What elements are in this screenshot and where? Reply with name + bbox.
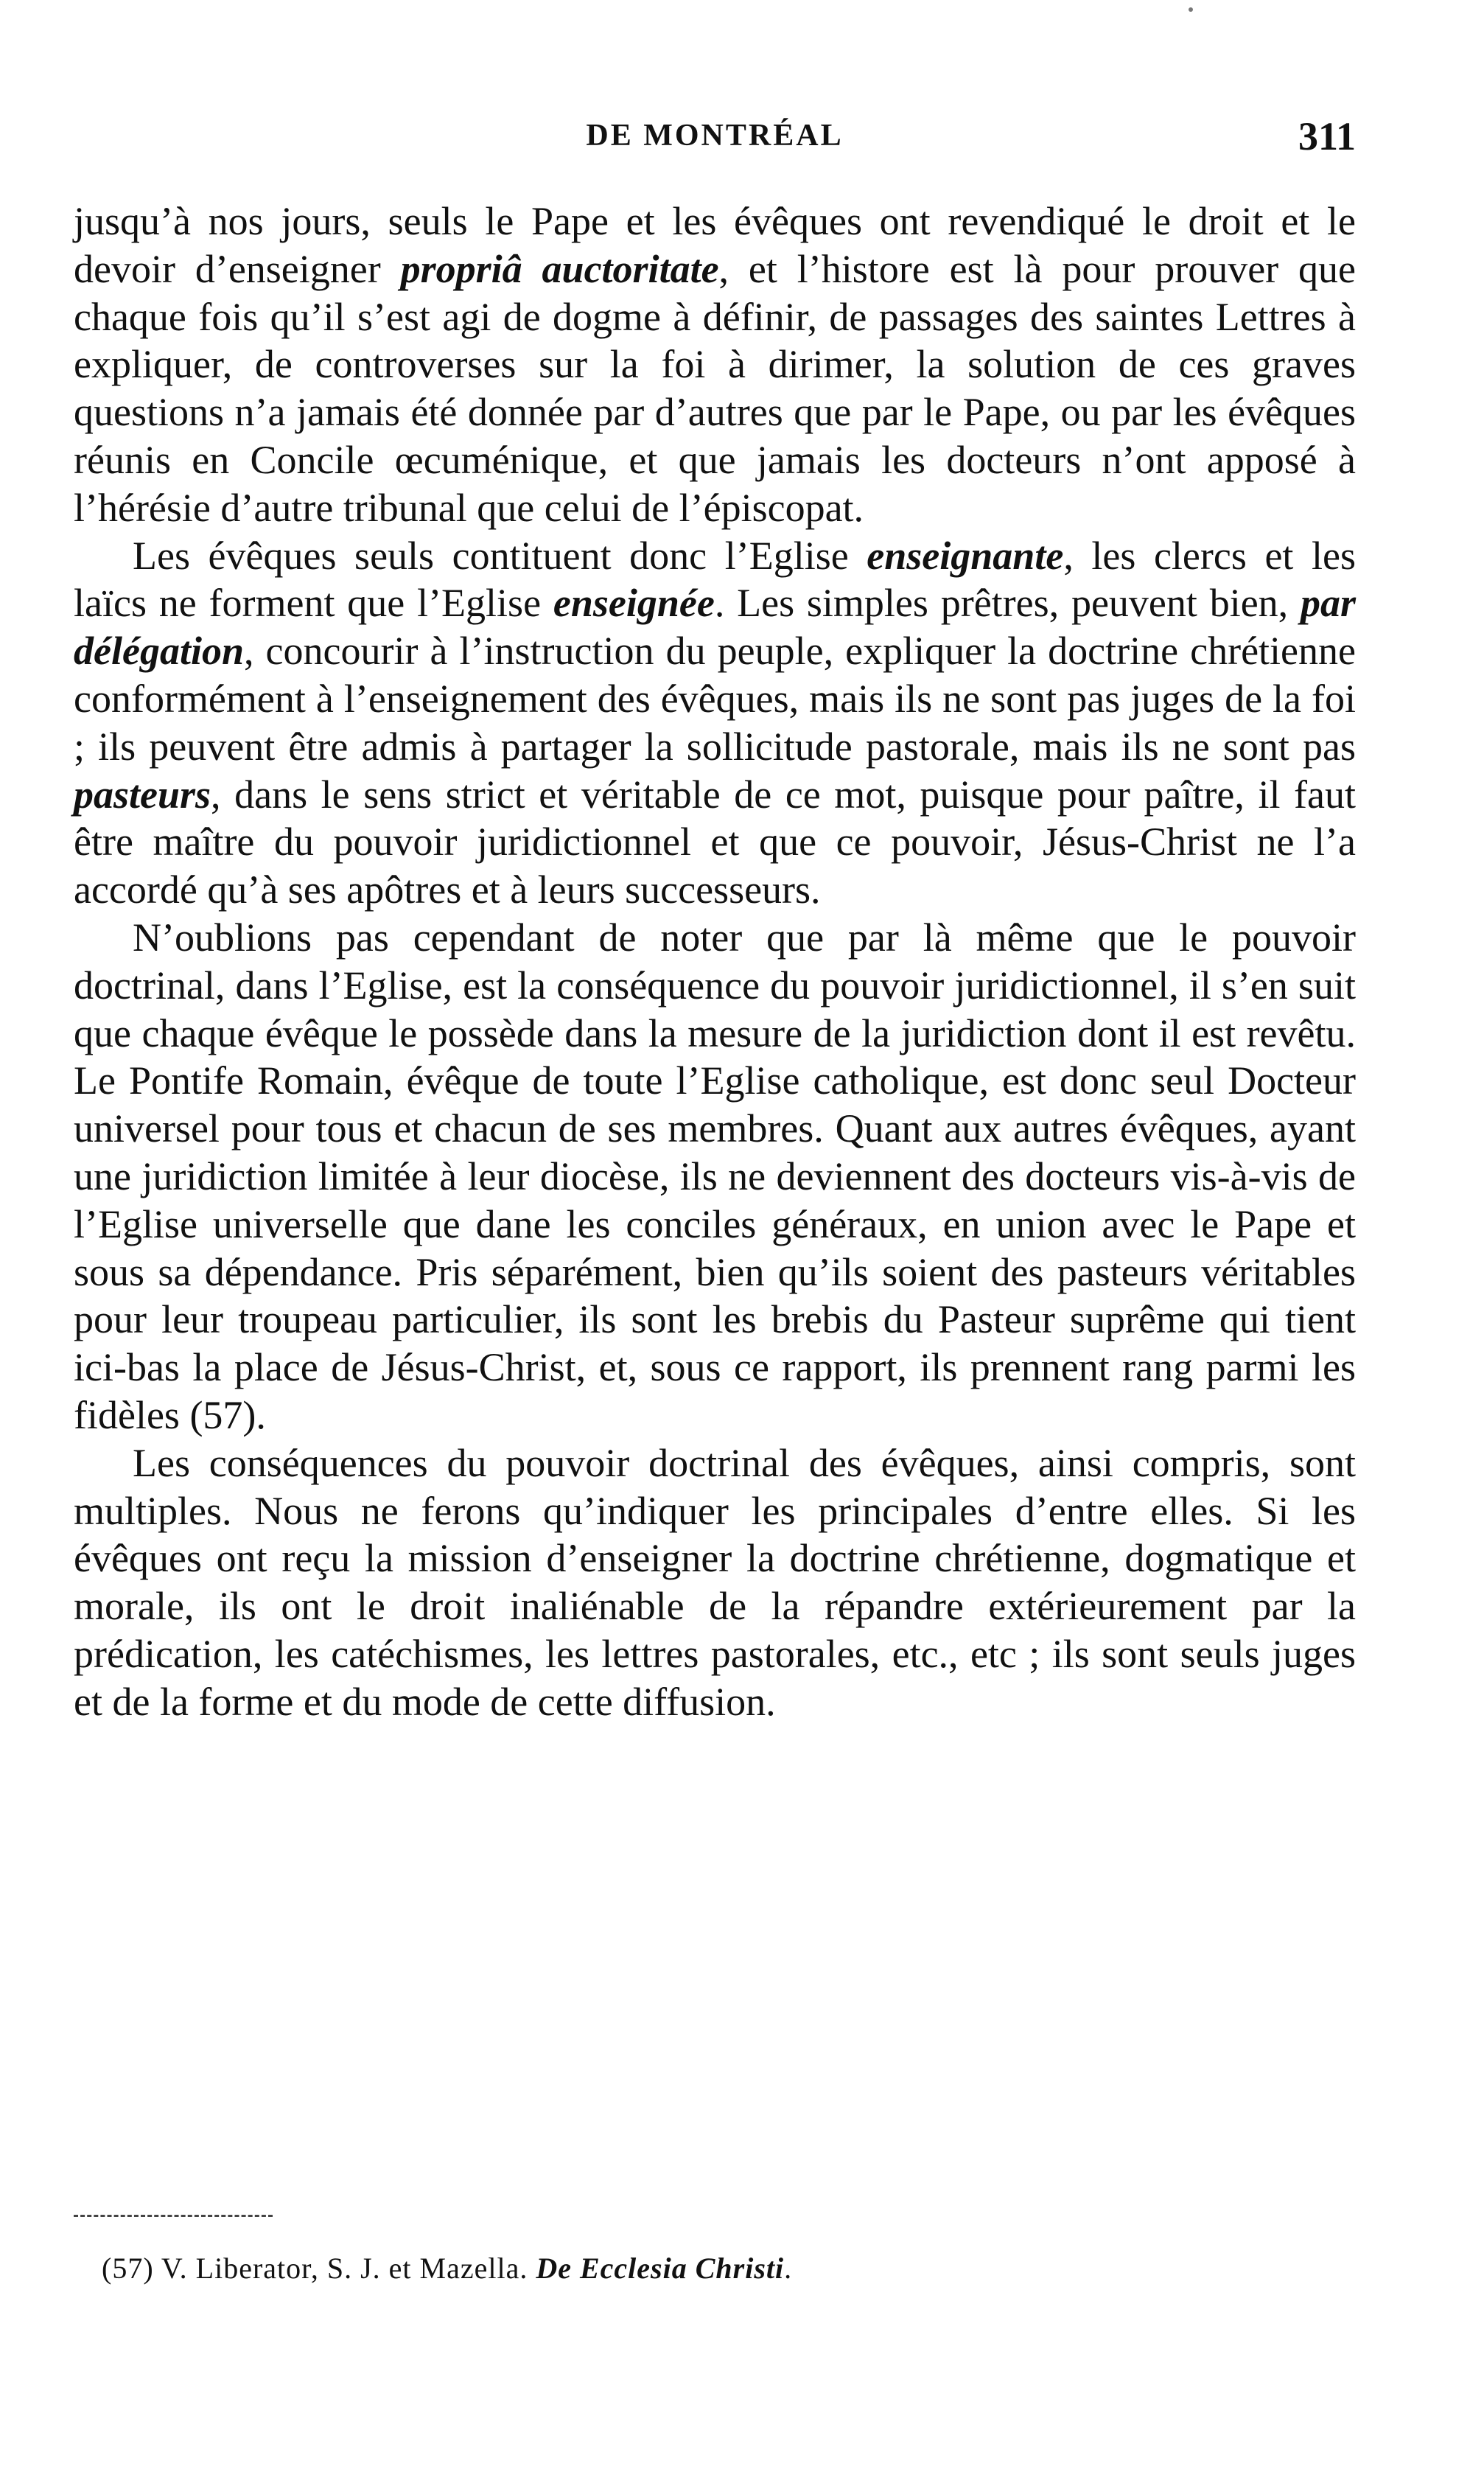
text-run: , et l’histore est là pour prouver que chaque fois qu’il s’est agi de dogme à définir, de passages des saintes Lettres à expliquer, de controverses sur la foi à dirimer, la solution de ces graves questions n’a jamais été donnée par d’autres que par le Pape, ou par les évêques réunis en Concile œcuménique, et que jamais les docteurs n’ont apposé à l’hérésie d’autre tribunal que celui de l’épiscopat. [74, 246, 1357, 530]
running-head [74, 114, 1356, 162]
footnote [102, 2248, 1354, 2289]
italic-phrase: enseignante [867, 533, 1064, 578]
text-run: , dans le sens strict et véritable de ce mot, puisque pour paître, il faut être maître du pouvoir juridictionnel et que ce pouvoir, Jésus-Christ ne l’a accordé qu’à ses apôtres et à leurs successeurs. [74, 772, 1356, 912]
italic-phrase: enseignée [553, 581, 715, 626]
text-run: . [784, 2252, 793, 2285]
text-run: N’oublions pas cependant de noter que par là même que le pouvoir doctrinal, dans l’Eglise, est la conséquence du pouvoir juridictionnel, il s’en suit que chaque évêque le possède dans la mesure de la juridiction dont il est revêtu. Le Pontife Romain, évêque de toute l’Eglise catholique, est donc seul Docteur universel pour tous et chacun de ses membres. Quant aux autres évêques, ayant une juridiction limitée à leur diocèse, ils ne deviennent des docteurs vis-à-vis de l’Eglise universelle que dane les conciles généraux, en union avec le Pape et sous sa dépendance. Pris séparément, bien qu’ils soient des pasteurs véritables pour leur troupeau particulier, ils sont les brebis du Pasteur suprême qui tient ici-bas la place de Jésus-Christ, et, sous ce rapport, ils prennent rang parmi les fidèles (57). [74, 915, 1356, 1437]
page-number: 311 [1298, 114, 1356, 158]
text-run: (57) V. Liberator, S. J. et Mazella. [102, 2252, 536, 2285]
paragraph [74, 198, 1356, 532]
text-run: , concourir à l’instruction du peuple, expliquer la doctrine chrétienne conformément à l’enseignement des évêques, mais ils ne sont pas juges de la foi ; ils peuvent être admis à partager la sollicitude pastorale, mais ils ne sont pas [74, 629, 1356, 769]
text-run: Les évêques seuls contituent donc l’Eglise [133, 533, 867, 578]
italic-phrase: pasteurs [74, 772, 211, 817]
paragraph [74, 532, 1356, 914]
paragraph [74, 1439, 1356, 1726]
italic-phrase: par délégation [74, 581, 1356, 674]
paragraph [74, 914, 1356, 1439]
italic-phrase: De Ecclesia Christi [536, 2252, 785, 2285]
text-run: , les clercs et les laïcs ne forment que l’Eglise [74, 533, 1356, 626]
text-run: jusqu’à nos jours, seuls le Pape et les évêques ont revendiqué le droit et le devoir d’enseigner [74, 199, 1356, 291]
italic-phrase: propriâ auctoritate [400, 246, 719, 291]
print-speck [1189, 7, 1193, 12]
text-run: . Les simples prêtres, peuvent bien, [714, 581, 1301, 626]
footnote-rule [74, 2215, 273, 2217]
text-run: Les conséquences du pouvoir doctrinal des évêques, ainsi compris, sont multiples. Nous ne ferons qu’indiquer les principales d’entre elles. Si les évêques ont reçu la mission d’enseigner la doctrine chrétienne, dogmatique et morale, ils ont le droit inaliénable de la répandre extérieurement par la prédication, les catéchismes, les lettres pastorales, etc., etc ; ils sont seuls juges et de la forme et du mode de cette diffusion. [74, 1440, 1356, 1724]
running-title: DE MONTRÉAL [586, 119, 844, 153]
body-text [74, 198, 1356, 1726]
